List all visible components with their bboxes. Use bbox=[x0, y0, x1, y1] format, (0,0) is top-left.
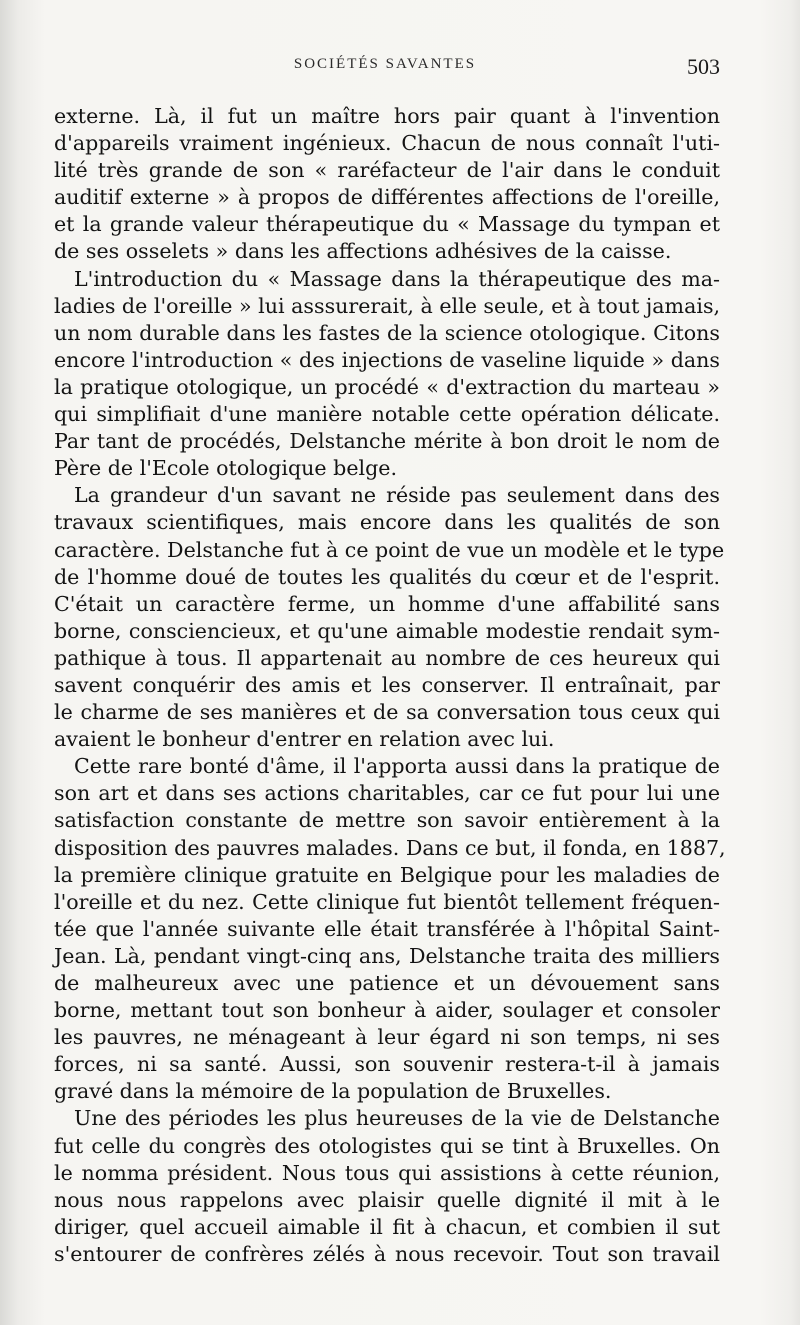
text-line: et la grande valeur thérapeutique du « Massage du tympan et bbox=[54, 212, 720, 237]
text-line: de malheureux avec une patience et un dévouement sans bbox=[54, 971, 720, 995]
text-line: Par tant de procédés, Delstanche mérite à bon droit le nom de bbox=[54, 429, 720, 454]
text-line: ladies de l'oreille » lui asssurerait, à elle seule, et à tout jamais, bbox=[54, 293, 721, 318]
text-line: l'oreille et du nez. Cette clinique fut bientôt tellement fréquen- bbox=[54, 889, 720, 914]
text-line: un nom durable dans les fastes de la science otologique. Citons bbox=[54, 320, 720, 345]
text-line: borne, mettant tout son bonheur à aider, soulager et consoler bbox=[54, 998, 720, 1023]
text-line: avaient le bonheur d'entrer en relation avec lui. bbox=[54, 727, 555, 752]
running-head: SOCIÉTÉS SAVANTES bbox=[293, 56, 477, 72]
text-line: borne, consciencieux, et qu'une aimable modestie rendait sym- bbox=[54, 618, 720, 643]
page-number: 503 bbox=[687, 54, 720, 79]
text-line: fut celle du congrès des otologistes qui se tint à Bruxelles. On bbox=[54, 1133, 720, 1158]
paragraph-start-line: La grandeur d'un savant ne réside pas seulement dans des bbox=[74, 483, 720, 508]
text-line: de ses osselets » dans les affections adhésives de la caisse. bbox=[54, 239, 672, 264]
text-line: la pratique otologique, un procédé « d'extraction du marteau » bbox=[54, 374, 720, 399]
text-line: caractère. Delstanche fut à ce point de vue un modèle et le type bbox=[54, 537, 725, 562]
text-line: pathique à tous. Il appartenait au nombre de ces heureux qui bbox=[54, 645, 720, 670]
text-line: tée que l'année suivante elle était transférée à l'hôpital Saint- bbox=[54, 916, 720, 941]
text-line: travaux scientifiques, mais encore dans les qualités de son bbox=[54, 510, 720, 535]
text-line: son art et dans ses actions charitables, car ce fut pour lui une bbox=[54, 781, 720, 806]
text-line: s'entourer de confrères zélés à nous recevoir. Tout son travail bbox=[54, 1241, 720, 1266]
text-line: disposition des pauvres malades. Dans ce but, il fonda, en 1887, bbox=[54, 835, 726, 860]
text-line: la première clinique gratuite en Belgique pour les maladies de bbox=[54, 862, 720, 887]
text-line: auditif externe » à propos de différentes affections de l'oreille, bbox=[54, 185, 720, 210]
text-line: de l'homme doué de toutes les qualités du cœur et de l'esprit. bbox=[54, 564, 720, 589]
body-text bbox=[54, 103, 726, 1268]
text-line: d'appareils vraiment ingénieux. Chacun de nous connaît l'uti- bbox=[54, 131, 720, 156]
page-header bbox=[50, 54, 720, 84]
text-line: le nomma président. Nous tous qui assistions à cette réunion, bbox=[54, 1160, 720, 1185]
text-line: qui simplifiait d'une manière notable cette opération délicate. bbox=[54, 402, 720, 427]
text-line: diriger, quel accueil aimable il fit à chacun, et combien il sut bbox=[54, 1214, 720, 1239]
text-line: forces, ni sa santé. Aussi, son souvenir restera-t-il à jamais bbox=[54, 1052, 720, 1077]
text-line: nous nous rappelons avec plaisir quelle dignité il mit à le bbox=[54, 1187, 720, 1212]
text-line: Père de l'Ecole otologique belge. bbox=[54, 456, 398, 481]
text-line: satisfaction constante de mettre son savoir entièrement à la bbox=[54, 808, 720, 833]
text-line: les pauvres, ne ménageant à leur égard ni son temps, ni ses bbox=[54, 1025, 720, 1050]
text-line: gravé dans la mémoire de la population de Bruxelles. bbox=[54, 1079, 612, 1104]
text-line: savent conquérir des amis et les conserver. Il entraînait, par bbox=[54, 672, 720, 697]
paragraph-start-line: Cette rare bonté d'âme, il l'apporta aussi dans la pratique de bbox=[74, 754, 720, 779]
text-line: C'était un caractère ferme, un homme d'une affabilité sans bbox=[54, 591, 720, 616]
text-line: externe. Là, il fut un maître hors pair quant à l'invention bbox=[54, 104, 720, 128]
text-line: Jean. Là, pendant vingt-cinq ans, Delstanche traita des milliers bbox=[54, 943, 720, 968]
text-line: encore l'introduction « des injections de vaseline liquide » dans bbox=[54, 347, 720, 372]
paragraph-start-line: Une des périodes les plus heureuses de la vie de Delstanche bbox=[74, 1106, 720, 1131]
text-line: le charme de ses manières et de sa conversation tous ceux qui bbox=[54, 700, 720, 725]
text-line: lité très grande de son « raréfacteur de l'air dans le conduit bbox=[54, 158, 720, 183]
paragraph-start-line: L'introduction du « Massage dans la thérapeutique des ma- bbox=[74, 266, 720, 291]
